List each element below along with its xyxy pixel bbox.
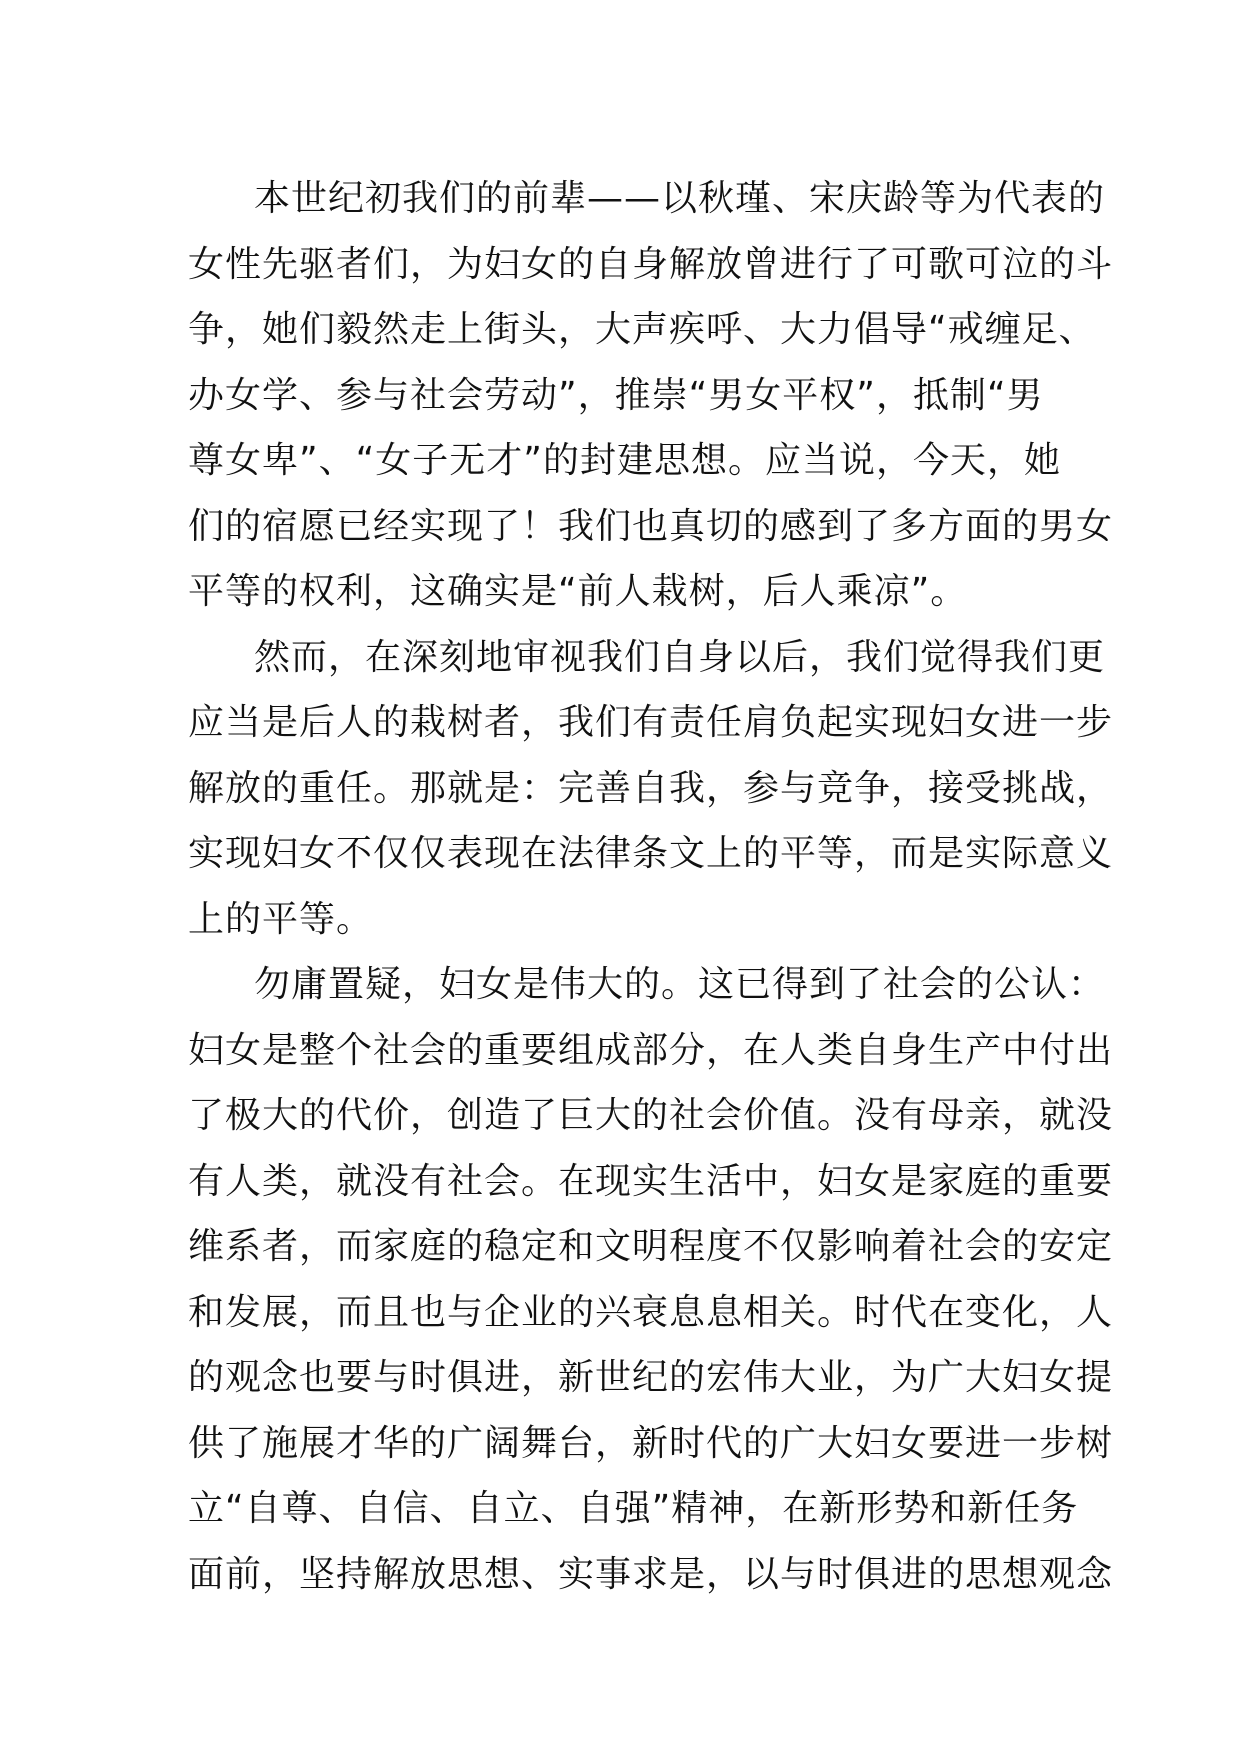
text-line: 勿庸置疑，妇女是伟大的。这已得到了社会的公认： xyxy=(254,964,1106,1005)
text-line: 然而，在深刻地审视我们自身以后，我们觉得我们更 xyxy=(254,636,1106,678)
paragraph-1 xyxy=(188,166,1114,625)
paragraph-3 xyxy=(188,952,1114,1607)
text-line: 尊女卑”、“女子无才”的封建思想。应当说，今天，她 xyxy=(188,440,1061,481)
text-line: 维系者，而家庭的稳定和文明程度不仅影响着社会的安定 xyxy=(188,1226,1114,1267)
text-line: 供了施展才华的广阔舞台，新时代的广大妇女要进一步树 xyxy=(188,1422,1114,1464)
text-line: 办女学、参与社会劳动”，推崇“男女平权”，抵制“男 xyxy=(188,374,1044,416)
text-line: 立“自尊、自信、自立、自强”精神，在新形势和新任务 xyxy=(188,1488,1079,1529)
text-line: 的观念也要与时俱进，新世纪的宏伟大业，为广大妇女提 xyxy=(188,1357,1114,1398)
text-line: 有人类，就没有社会。在现实生活中，妇女是家庭的重要 xyxy=(188,1160,1114,1202)
text-line: 们的宿愿已经实现了！我们也真切的感到了多方面的男女 xyxy=(188,505,1114,547)
paragraph-2 xyxy=(188,625,1114,953)
text-line: 实现妇女不仅仅表现在法律条文上的平等，而是实际意义 xyxy=(188,833,1114,874)
text-line: 和发展，而且也与企业的兴衰息息相关。时代在变化，人 xyxy=(188,1291,1114,1333)
text-line: 妇女是整个社会的重要组成部分，在人类自身生产中付出 xyxy=(188,1029,1114,1071)
text-line: 了极大的代价，创造了巨大的社会价值。没有母亲，就没 xyxy=(188,1095,1114,1136)
text-line: 女性先驱者们，为妇女的自身解放曾进行了可歌可泣的斗 xyxy=(188,243,1114,285)
text-line: 争，她们毅然走上街头，大声疾呼、大力倡导“戒缠足、 xyxy=(188,309,1096,350)
document-body xyxy=(188,166,1114,1607)
text-line: 上的平等。 xyxy=(188,898,374,940)
text-line: 应当是后人的栽树者，我们有责任肩负起实现妇女进一步 xyxy=(188,702,1114,743)
text-line: 本世纪初我们的前辈——以秋瑾、宋庆龄等为代表的 xyxy=(254,178,1106,219)
text-line: 平等的权利，这确实是“前人栽树，后人乘凉”。 xyxy=(188,571,968,612)
text-line: 解放的重任。那就是：完善自我，参与竞争，接受挑战， xyxy=(188,767,1114,809)
text-line: 面前，坚持解放思想、实事求是，以与时俱进的思想观念 xyxy=(188,1553,1114,1595)
